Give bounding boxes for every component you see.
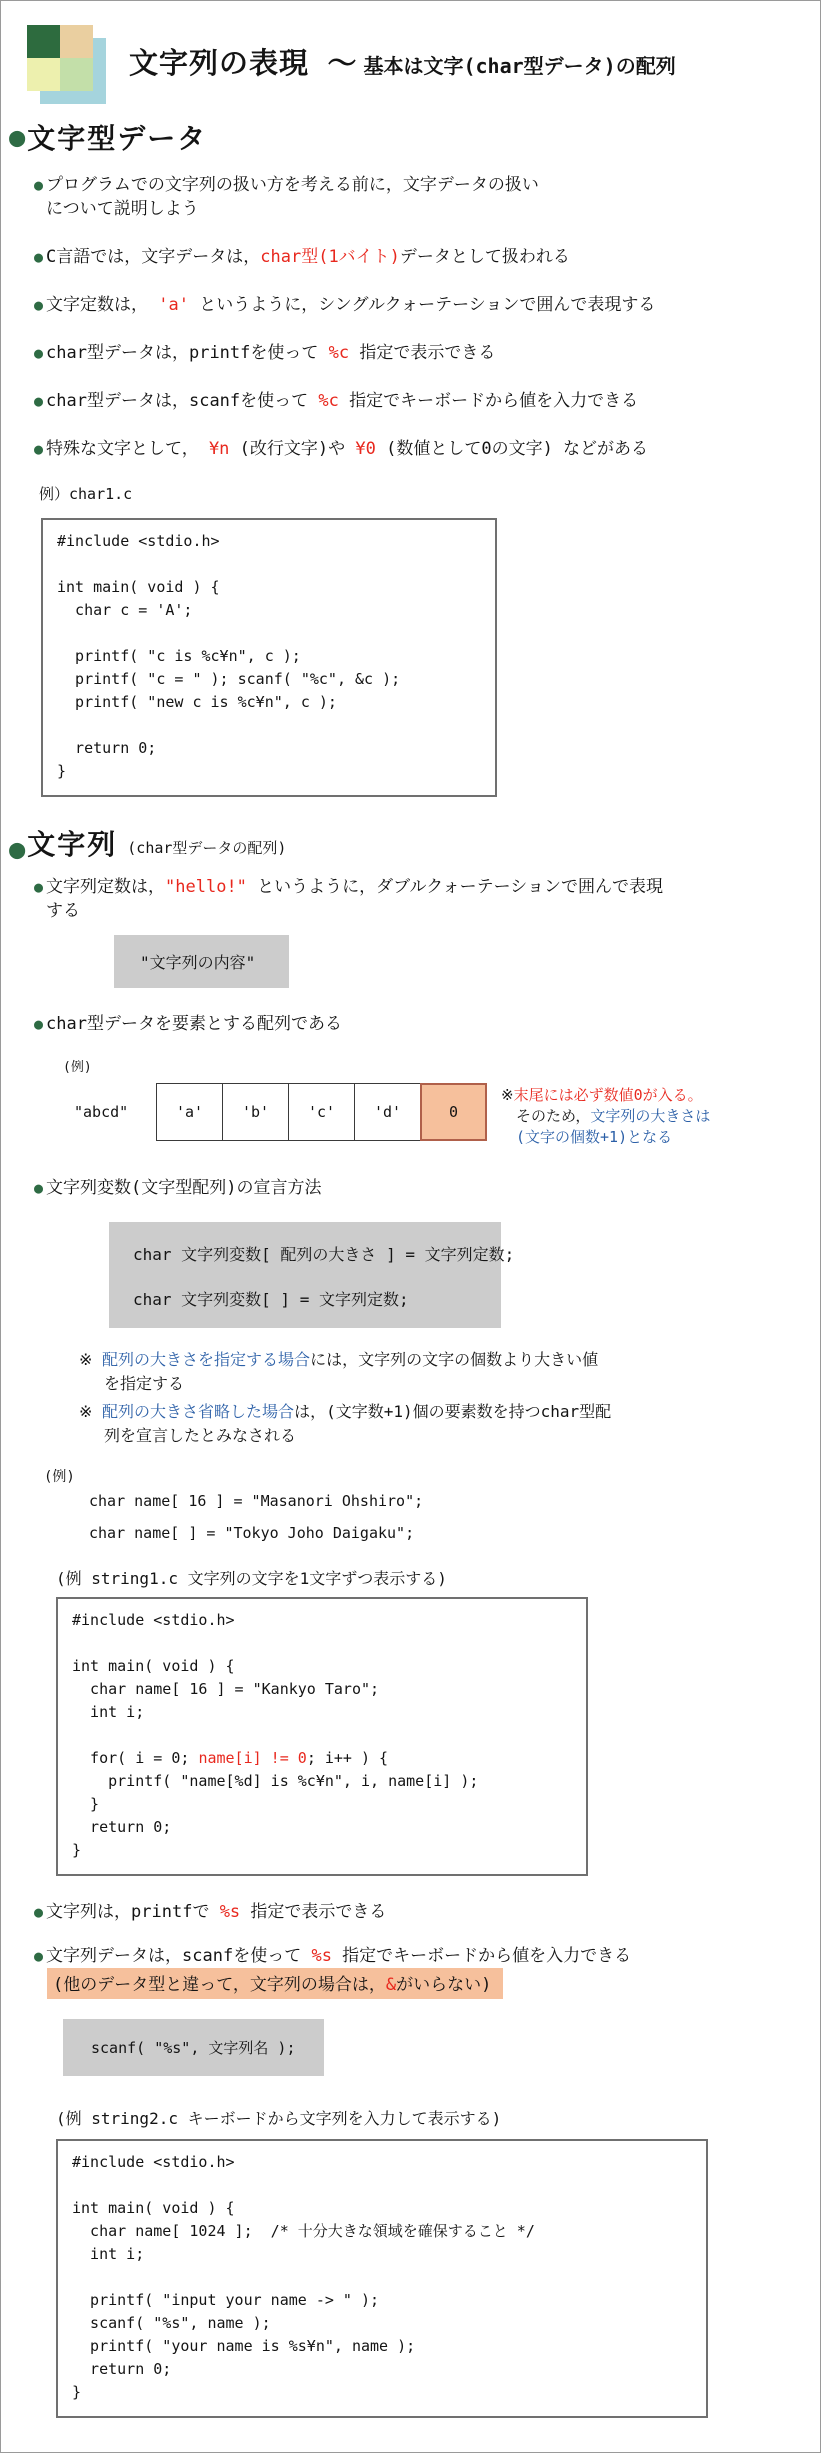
bullet-line: について説明しよう (46, 199, 199, 219)
bullet-item (34, 1176, 820, 1200)
highlight-note (47, 1968, 503, 1999)
example-label-string1c: (例 string1.c 文字列の文字を1文字ずつ表示する) (56, 1569, 447, 1588)
code-block-string1c (56, 1597, 588, 1876)
code-line: int main( void ) { (72, 2199, 235, 2217)
text-segment-blue: 配列の大きさを指定する場合 (102, 1350, 311, 1369)
bullet-icon: ● (34, 248, 44, 266)
bullet-item (34, 245, 820, 269)
page-subtitle: 基本は文字(char型データ)の配列 (363, 54, 676, 78)
text-segment-red: 'a' (158, 295, 189, 315)
code-segment-red: name[i] != 0 (198, 1749, 307, 1767)
code-line: char name[ 16 ] = "Kankyo Taro"; (72, 1680, 380, 1698)
bullet-item (34, 389, 820, 413)
bullet-item (34, 1012, 820, 1036)
note-mark: ※ (501, 1086, 514, 1104)
code-line (57, 553, 481, 576)
code-line: printf( "c is %c¥n", c ); (57, 647, 301, 665)
code-line: scanf( "%s", name ); (72, 2314, 271, 2332)
heading-bullet-icon: ● (9, 834, 26, 865)
array-diagram (74, 1083, 820, 1148)
text-segment: char型データは，printfを使って (46, 343, 329, 363)
text-segment-red: ¥0 (355, 439, 376, 459)
text-segment: には，文字列の文字の個数より大きい値 (310, 1350, 599, 1369)
code-line (57, 714, 481, 737)
code-line (72, 1724, 572, 1747)
code-line: } (72, 1841, 82, 1859)
graybox-string-content-row (1, 935, 820, 988)
code-line: #include <stdio.h> (72, 2153, 235, 2171)
text-segment: は，(文字数+1)個の要素数を持つchar型配 (294, 1402, 612, 1421)
array-note-line (516, 1106, 710, 1127)
code-line: printf( "new c is %c¥n", c ); (57, 693, 337, 711)
slide-logo-icon (27, 25, 111, 109)
text-segment: 文字列は，printfで (46, 1902, 220, 1922)
section-heading-sub: (char型データの配列) (127, 839, 287, 857)
text-segment-red: char型(1バイト) (260, 247, 400, 267)
note-line: 列を宣言したとみなされる (104, 1426, 297, 1445)
bullet-text (46, 437, 648, 461)
text-segment: 特殊な文字として， (46, 439, 209, 459)
logo-quad-square (27, 25, 93, 91)
note-line (79, 1348, 820, 1372)
bullet-item (34, 341, 820, 365)
page-title: 文字列の表現 ～ (129, 46, 358, 80)
text-segment-red: %s (311, 1946, 332, 1966)
bullet-item (34, 875, 820, 923)
bullet-icon: ● (34, 1015, 44, 1033)
logo-quadrant-yellow (27, 58, 60, 91)
code-line: int i; (72, 1703, 145, 1721)
array-cells (156, 1083, 487, 1141)
heading-bullet-icon: ● (9, 121, 26, 153)
title-block (129, 41, 676, 109)
code-line (72, 2266, 692, 2289)
text-segment: (数値として0の文字) などがある (375, 439, 649, 459)
text-segment: そのため， (516, 1107, 591, 1125)
text-segment-red: 末尾には必ず数値0が入る。 (513, 1086, 703, 1104)
code-block-string2c (56, 2139, 708, 2418)
text-segment-red: %c (318, 391, 339, 411)
code-line: } (57, 762, 67, 780)
logo-quadrant-dark-green (27, 25, 60, 58)
bullet-text (46, 341, 495, 365)
bullet-item (34, 173, 820, 221)
code-line: return 0; (57, 739, 157, 757)
text-segment: 指定でキーボードから値を入力できる (338, 391, 639, 411)
code-line (72, 1632, 572, 1655)
code-line (72, 2174, 692, 2197)
array-cell: 'd' (354, 1083, 421, 1141)
bullet-text (46, 245, 570, 269)
code-line: int main( void ) { (57, 578, 220, 596)
text-segment: 指定で表示できる (240, 1902, 387, 1922)
text-segment: 文字列定数は， (46, 877, 166, 897)
array-cell: 'c' (288, 1083, 355, 1141)
code-line: char name[ 1024 ]; /* 十分大きな領域を確保すること */ (72, 2222, 535, 2240)
text-segment: データとして扱われる (399, 247, 570, 267)
code-line: #include <stdio.h> (57, 532, 220, 550)
text-segment: (他のデータ型と違って，文字列の場合は， (53, 1975, 386, 1995)
bullet-item (34, 437, 820, 461)
code-line: #include <stdio.h> (72, 1611, 235, 1629)
text-segment-red: ¥n (208, 439, 230, 459)
note-mark: ※ (79, 1402, 103, 1421)
code-line (57, 622, 481, 645)
decl-example-line: char name[ 16 ] = "Masanori Ohshiro"; (89, 1492, 424, 1510)
code-line: char c = 'A'; (57, 601, 193, 619)
declaration-syntax-line: char 文字列変数[ 配列の大きさ ] = 文字列定数; (133, 1245, 515, 1264)
graybox-scanf-syntax: scanf( "%s", 文字列名 ); (63, 2019, 324, 2076)
code-line: printf( "name[%d] is %c¥n", i, name[i] ); (72, 1772, 479, 1790)
code-line: } (72, 1795, 100, 1813)
section-heading-string (9, 823, 820, 863)
array-cell: 'a' (156, 1083, 223, 1141)
bullet-item (34, 1900, 820, 1924)
decl-example-line: char name[ ] = "Tokyo Joho Daigaku"; (89, 1524, 415, 1542)
bullet-icon: ● (34, 878, 44, 896)
note-line: を指定する (104, 1374, 185, 1393)
code-line-for (72, 1747, 572, 1770)
bullet-icon: ● (34, 1903, 44, 1921)
bullet-icon: ● (34, 296, 44, 314)
bullet-line: する (46, 901, 81, 921)
section-heading-text: 文字列 (27, 828, 118, 861)
bullet-item (34, 293, 820, 317)
code-line: return 0; (72, 1818, 172, 1836)
graybox-declaration-syntax (109, 1222, 515, 1328)
array-cell: 'b' (222, 1083, 289, 1141)
example-label-string2c: (例 string2.c キーボードから文字列を入力して表示する) (56, 2109, 502, 2128)
header (1, 1, 820, 109)
text-segment-blue: 文字列の大きさは (590, 1107, 711, 1125)
bullet-icon: ● (34, 344, 44, 362)
code-line: printf( "input your name -> " ); (72, 2291, 380, 2309)
bullet-text (46, 293, 655, 317)
array-string-literal: "abcd" (74, 1103, 129, 1121)
code-line: printf( "your name is %s¥n", name ); (72, 2337, 416, 2355)
bullet-icon: ● (34, 392, 44, 410)
bullet-icon: ● (34, 1947, 44, 1965)
bullet-line: プログラムでの文字列の扱い方を考える前に，文字データの扱い (46, 175, 539, 195)
code-line: int main( void ) { (72, 1657, 235, 1675)
bullet-text (46, 875, 663, 923)
bullet-text: 文字列変数(文字型配列)の宣言方法 (46, 1178, 322, 1198)
bullet-text: char型データを要素とする配列である (46, 1014, 342, 1034)
bullet-text (46, 1900, 386, 1924)
text-segment: C言語では，文字データは， (46, 247, 261, 267)
text-segment: 指定でキーボードから値を入力できる (331, 1946, 632, 1966)
section-heading-text: 文字型データ (27, 122, 208, 155)
code-line: return 0; (72, 2360, 172, 2378)
bullet-item (34, 1944, 820, 1968)
text-segment: 指定で表示できる (349, 343, 496, 363)
code-line: } (72, 2383, 82, 2401)
bullet-text (46, 389, 638, 413)
note-mark: ※ (79, 1350, 103, 1369)
logo-quadrant-tan (60, 25, 93, 58)
graybox-scanf-row (1, 2019, 820, 2076)
declaration-syntax-line: char 文字列変数[ ] = 文字列定数; (133, 1290, 409, 1309)
text-segment: というように，シングルクォーテーションで囲んで表現する (189, 295, 656, 315)
code-segment: for( i = 0; (72, 1749, 199, 1767)
bullet-text (46, 1944, 631, 1968)
section-heading-char-data (9, 117, 820, 157)
array-example-label: (例) (63, 1060, 92, 1075)
declaration-notes (79, 1348, 820, 1448)
text-segment: 文字定数は， (46, 295, 159, 315)
text-segment-red: & (385, 1975, 397, 1995)
text-segment: がいらない) (396, 1975, 492, 1995)
bullet-icon: ● (34, 176, 44, 194)
text-segment-blue: 配列の大きさ省略した場合 (102, 1402, 295, 1421)
text-segment-red: %c (328, 343, 350, 363)
text-segment: 文字列データは，scanfを使って (46, 1946, 312, 1966)
array-note-line (501, 1085, 710, 1106)
code-segment: ; i++ ) { (306, 1749, 389, 1767)
text-segment-red: "hello!" (165, 877, 247, 897)
bullet-icon: ● (34, 440, 44, 458)
highlight-note-row (47, 1968, 820, 1999)
logo-quadrant-light-green (60, 58, 93, 91)
text-segment-red: %s (219, 1902, 241, 1922)
bullet-icon: ● (34, 1179, 44, 1197)
example-label-char1c: 例）char1.c (39, 485, 133, 503)
code-line: int i; (72, 2245, 145, 2263)
array-note-line: (文字の個数+1)となる (516, 1128, 673, 1146)
array-note (501, 1083, 710, 1148)
decl-example-label: (例) (44, 1469, 75, 1485)
bullet-text (46, 173, 539, 221)
graybox-string-content: "文字列の内容" (114, 935, 289, 988)
note-line (79, 1400, 820, 1424)
text-segment: (改行文字)や (229, 439, 356, 459)
array-cell-terminator: 0 (420, 1083, 487, 1141)
code-line: printf( "c = " ); scanf( "%c", &c ); (57, 670, 401, 688)
text-segment: というように，ダブルクォーテーションで囲んで表現 (246, 877, 663, 897)
text-segment: char型データは，scanfを使って (46, 391, 319, 411)
code-block-char1c (41, 518, 497, 797)
